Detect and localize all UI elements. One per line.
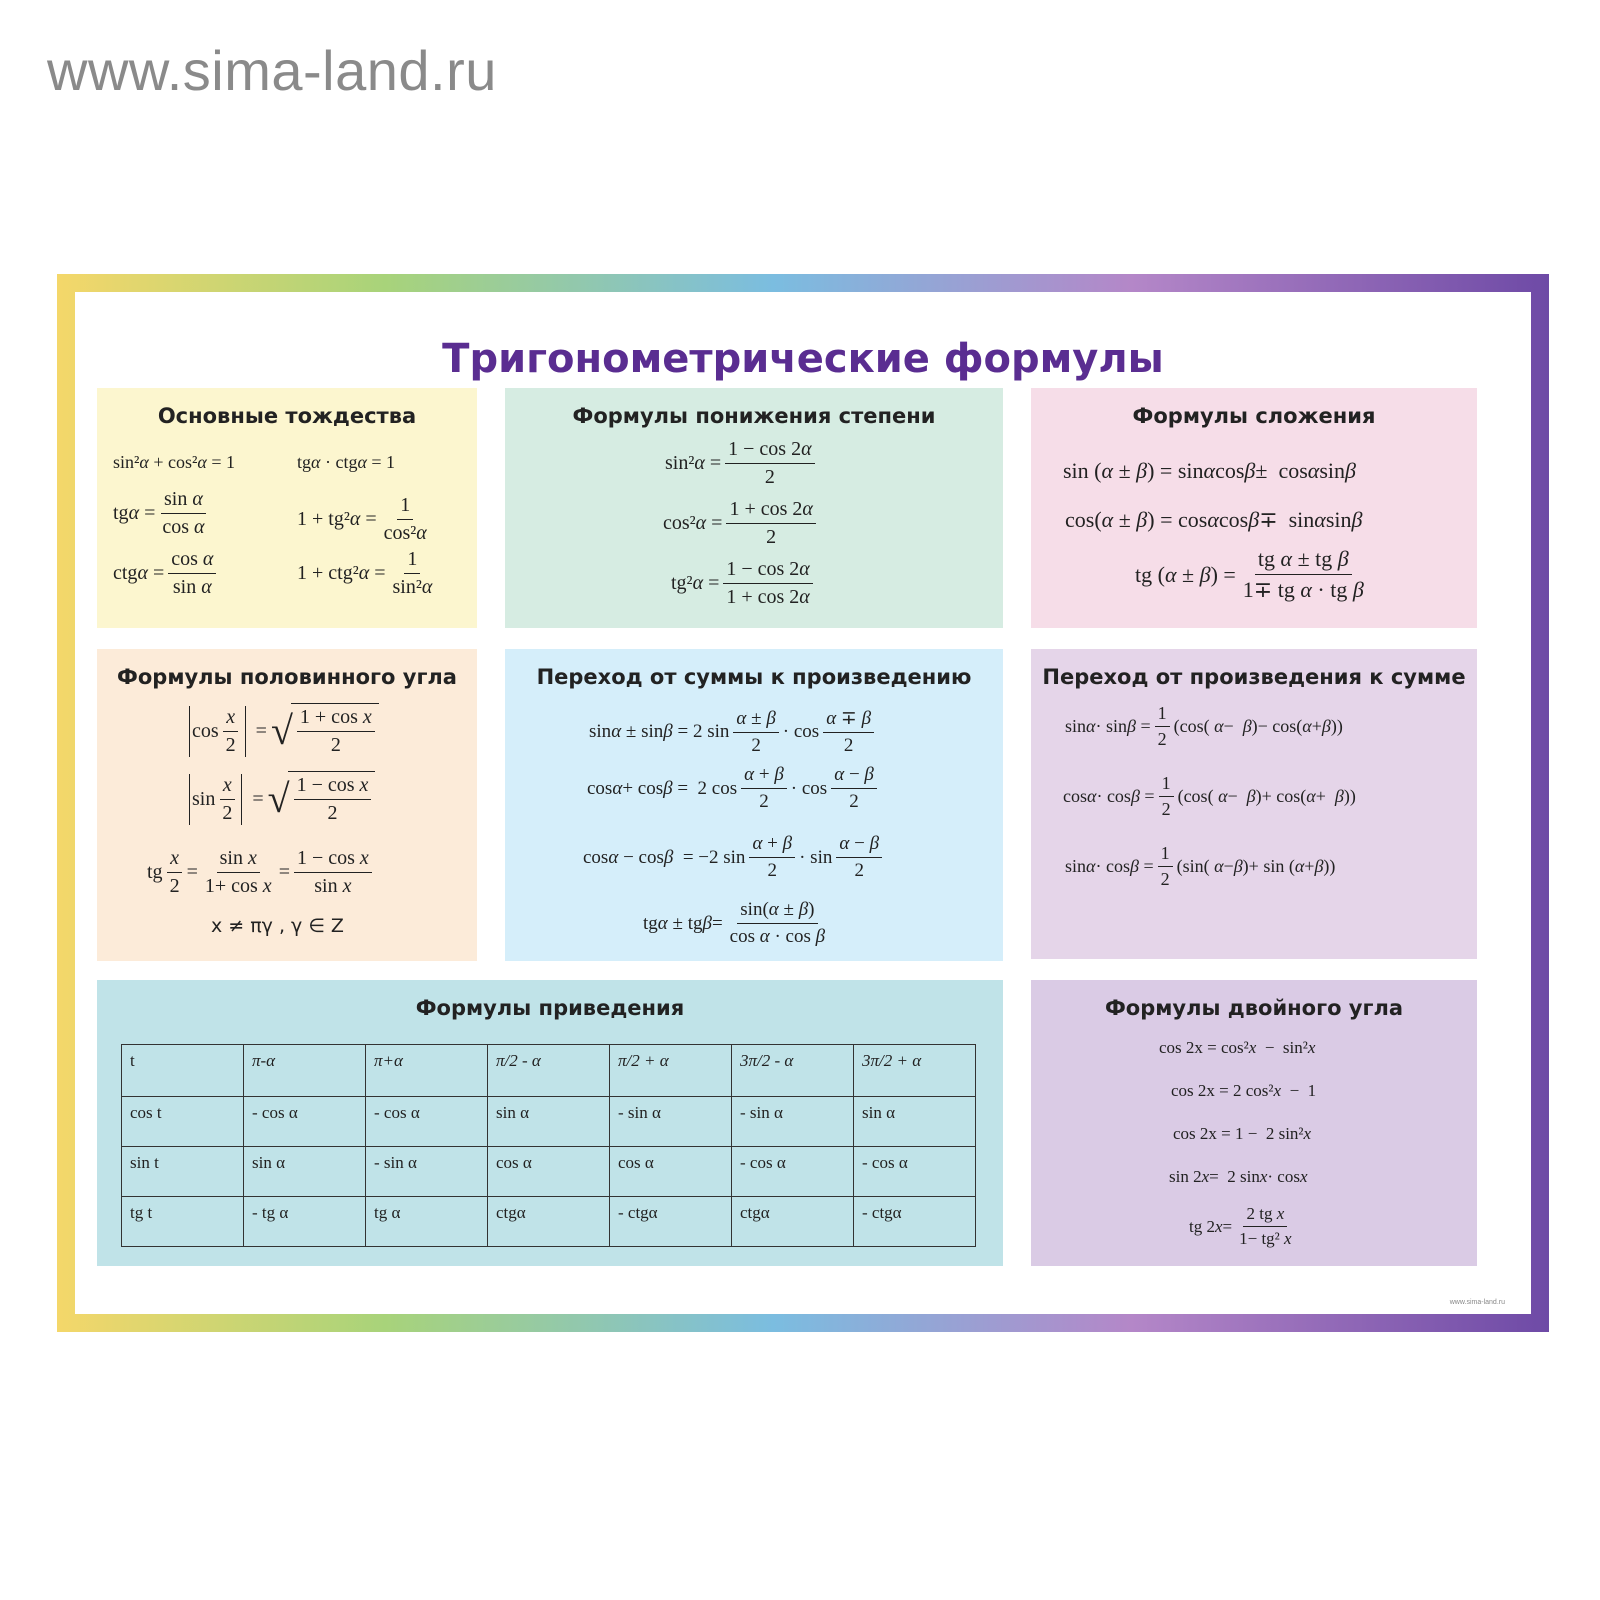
formula-sin-double: sin 2 x = 2 sin x · cos x bbox=[1169, 1167, 1308, 1186]
table-header-row bbox=[122, 1045, 976, 1097]
table-cell: - sin α bbox=[732, 1097, 854, 1147]
panel-power-reduction bbox=[505, 388, 1003, 628]
panel-reduction bbox=[97, 980, 1003, 1266]
panel-title: Формулы двойного угла bbox=[1104, 996, 1404, 1020]
table-row bbox=[122, 1197, 976, 1247]
formula-tg-double: tg 2 x = $\frac{\text{2 tg x}}{\text{1− tg² x}}$ bbox=[1189, 1204, 1292, 1248]
panel-title: Формулы приведения bbox=[415, 996, 685, 1020]
table-header-cell: π-α bbox=[244, 1045, 366, 1097]
formula-sin-plus-sin: sin α ± sin β = 2 sin $\frac{\alpha \pm \beta}{2}$ · cos $\frac{\alpha \mp \beta}{2}$ bbox=[589, 707, 878, 757]
formula-cos-plus-cos: cos α + cos β = 2 cos $\frac{\alpha + \beta}{2}$ · cos $\frac{\alpha - \beta}{2}$ bbox=[587, 764, 881, 813]
poster-title: Тригонометрические формулы bbox=[442, 336, 1164, 382]
formula-cos-double-2: cos 2x = 2 cos² x − 1 bbox=[1171, 1081, 1317, 1100]
formula-half-tg: tg $\frac{x}{2}$ = $\frac{\text{sin x}}{\text{1+ cos x}}$ = $\frac{\text{1 − cos x}}{\text{sin x}}$ bbox=[147, 847, 376, 898]
formula-tg-sum: tg ( α ± β ) = $\frac{\text{tg α ± tg β}}{\text{1∓ tg α · tg β}}$ bbox=[1135, 546, 1364, 602]
table-cell: - cos α bbox=[854, 1147, 976, 1197]
formula-cos-sum: cos( α ± β ) = cos α cos β ∓ sin α sin β bbox=[1065, 507, 1363, 532]
formula-one-plus-tg-squared: 1 + tg² α = $\frac{1}{\text{cos²α}}$ bbox=[297, 494, 427, 544]
formula-cos-squared: cos² α = $\frac{1 + \cos 2\alpha}{2}$ bbox=[663, 498, 820, 549]
table-row bbox=[122, 1147, 976, 1197]
table-cell: sin α bbox=[488, 1097, 610, 1147]
table-header-cell: t bbox=[122, 1045, 244, 1097]
panel-addition bbox=[1031, 388, 1477, 628]
formula-sin-times-sin: sin α · sin β = $\frac{1}{2}$ (cos( α − β )− cos( α + β )) bbox=[1065, 703, 1343, 749]
panel-double-angle bbox=[1031, 980, 1477, 1266]
poster-content bbox=[75, 292, 1531, 1314]
table-cell: - tg α bbox=[244, 1197, 366, 1247]
panel-title: Формулы понижения степени bbox=[572, 404, 936, 428]
panel-sum-to-product bbox=[505, 649, 1003, 961]
table-cell: ctgα bbox=[732, 1197, 854, 1247]
table-cell: sin α bbox=[854, 1097, 976, 1147]
footer-url: www.sima-land.ru bbox=[1449, 1299, 1505, 1306]
panel-title: Основные тождества bbox=[157, 404, 417, 428]
formula-sin-sum: sin ( α ± β ) = sin α cos β ± cos α sin β bbox=[1063, 458, 1357, 483]
half-angle-condition: x ≠ πγ , γ ∈ Z bbox=[211, 915, 344, 937]
formula-cos-double-3: cos 2x = 1 − 2 sin² x bbox=[1173, 1124, 1312, 1143]
panel-title: Переход от произведения к сумме bbox=[1042, 665, 1466, 689]
table-header-cell: π/2 + α bbox=[610, 1045, 732, 1097]
formula-cos-double-1: cos 2x = cos² x − sin² x bbox=[1159, 1038, 1316, 1057]
formula-sin-times-cos: sin α · cos β = $\frac{1}{2}$ (sin( α − β )+ sin ( α + β )) bbox=[1065, 843, 1336, 889]
table-header-cell: 3π/2 + α bbox=[854, 1045, 976, 1097]
table-cell: cos α bbox=[610, 1147, 732, 1197]
formula-half-cos: cos $\frac{x}{2}$ = √ $\frac{\text{1 + cos x}}{2}$ bbox=[189, 703, 379, 759]
table-cell: tg α bbox=[366, 1197, 488, 1247]
table-cell: tg t bbox=[122, 1197, 244, 1247]
table-row bbox=[122, 1097, 976, 1147]
table-cell: - sin α bbox=[610, 1097, 732, 1147]
panel-title: Формулы половинного угла bbox=[117, 665, 457, 689]
table-cell: - cos α bbox=[244, 1097, 366, 1147]
panel-title: Формулы сложения bbox=[1132, 404, 1376, 428]
table-cell: - cos α bbox=[366, 1097, 488, 1147]
formula-tg-squared: tg² α = $\frac{1 - \cos 2\alpha}{1 + \cos 2\alpha}$ bbox=[671, 558, 817, 609]
formula-tg-ctg-product: tg α · ctg α = 1 bbox=[297, 452, 396, 472]
formula-tg-plus-tg: tg α ± tg β = $\frac{\sin(\alpha \pm \beta)}{\text{cos α · cos β}}$ bbox=[643, 899, 826, 947]
watermark-url: www.sima-land.ru bbox=[47, 39, 497, 102]
formula-cos-times-cos: cos α · cos β = $\frac{1}{2}$ (cos( α − β )+ cos( α + β )) bbox=[1063, 773, 1356, 819]
table-cell: - ctgα bbox=[854, 1197, 976, 1247]
formula-sin-squared: sin² α = $\frac{1 - \cos 2\alpha}{2}$ bbox=[665, 438, 819, 489]
formula-ctg-definition: ctg α = $\frac{\text{cos α}}{\text{sin α}}$ bbox=[113, 548, 220, 599]
table-header-cell: π/2 - α bbox=[488, 1045, 610, 1097]
panel-title: Переход от суммы к произведению bbox=[536, 665, 972, 689]
table-cell: - cos α bbox=[732, 1147, 854, 1197]
table-cell: cos t bbox=[122, 1097, 244, 1147]
table-header-cell: π+α bbox=[366, 1045, 488, 1097]
table-cell: ctgα bbox=[488, 1197, 610, 1247]
table-cell: sin t bbox=[122, 1147, 244, 1197]
panel-basic-identities bbox=[97, 388, 477, 628]
table-cell: - ctgα bbox=[610, 1197, 732, 1247]
formula-cos-minus-cos: cos α − cos β = −2 sin $\frac{\alpha + \beta}{2}$ · sin $\frac{\alpha - \beta}{2}$ bbox=[583, 833, 886, 882]
table-cell: - sin α bbox=[366, 1147, 488, 1197]
reduction-table bbox=[121, 1044, 976, 1247]
panel-product-to-sum bbox=[1031, 649, 1477, 959]
formula-half-sin: sin $\frac{x}{2}$ = √ $\frac{\text{1 − cos x}}{2}$ bbox=[189, 771, 375, 827]
formula-pythagorean: sin² α + cos² α = 1 bbox=[113, 452, 236, 472]
table-header-cell: 3π/2 - α bbox=[732, 1045, 854, 1097]
poster-frame bbox=[57, 274, 1549, 1332]
table-cell: cos α bbox=[488, 1147, 610, 1197]
formula-tg-definition: tg α = $\frac{\text{sin α}}{\text{cos α}}$ bbox=[113, 488, 205, 538]
table-cell: sin α bbox=[244, 1147, 366, 1197]
panel-half-angle bbox=[97, 649, 477, 961]
formula-one-plus-ctg-squared: 1 + ctg² α = $\frac{1}{\text{sin²α}}$ bbox=[297, 548, 433, 598]
